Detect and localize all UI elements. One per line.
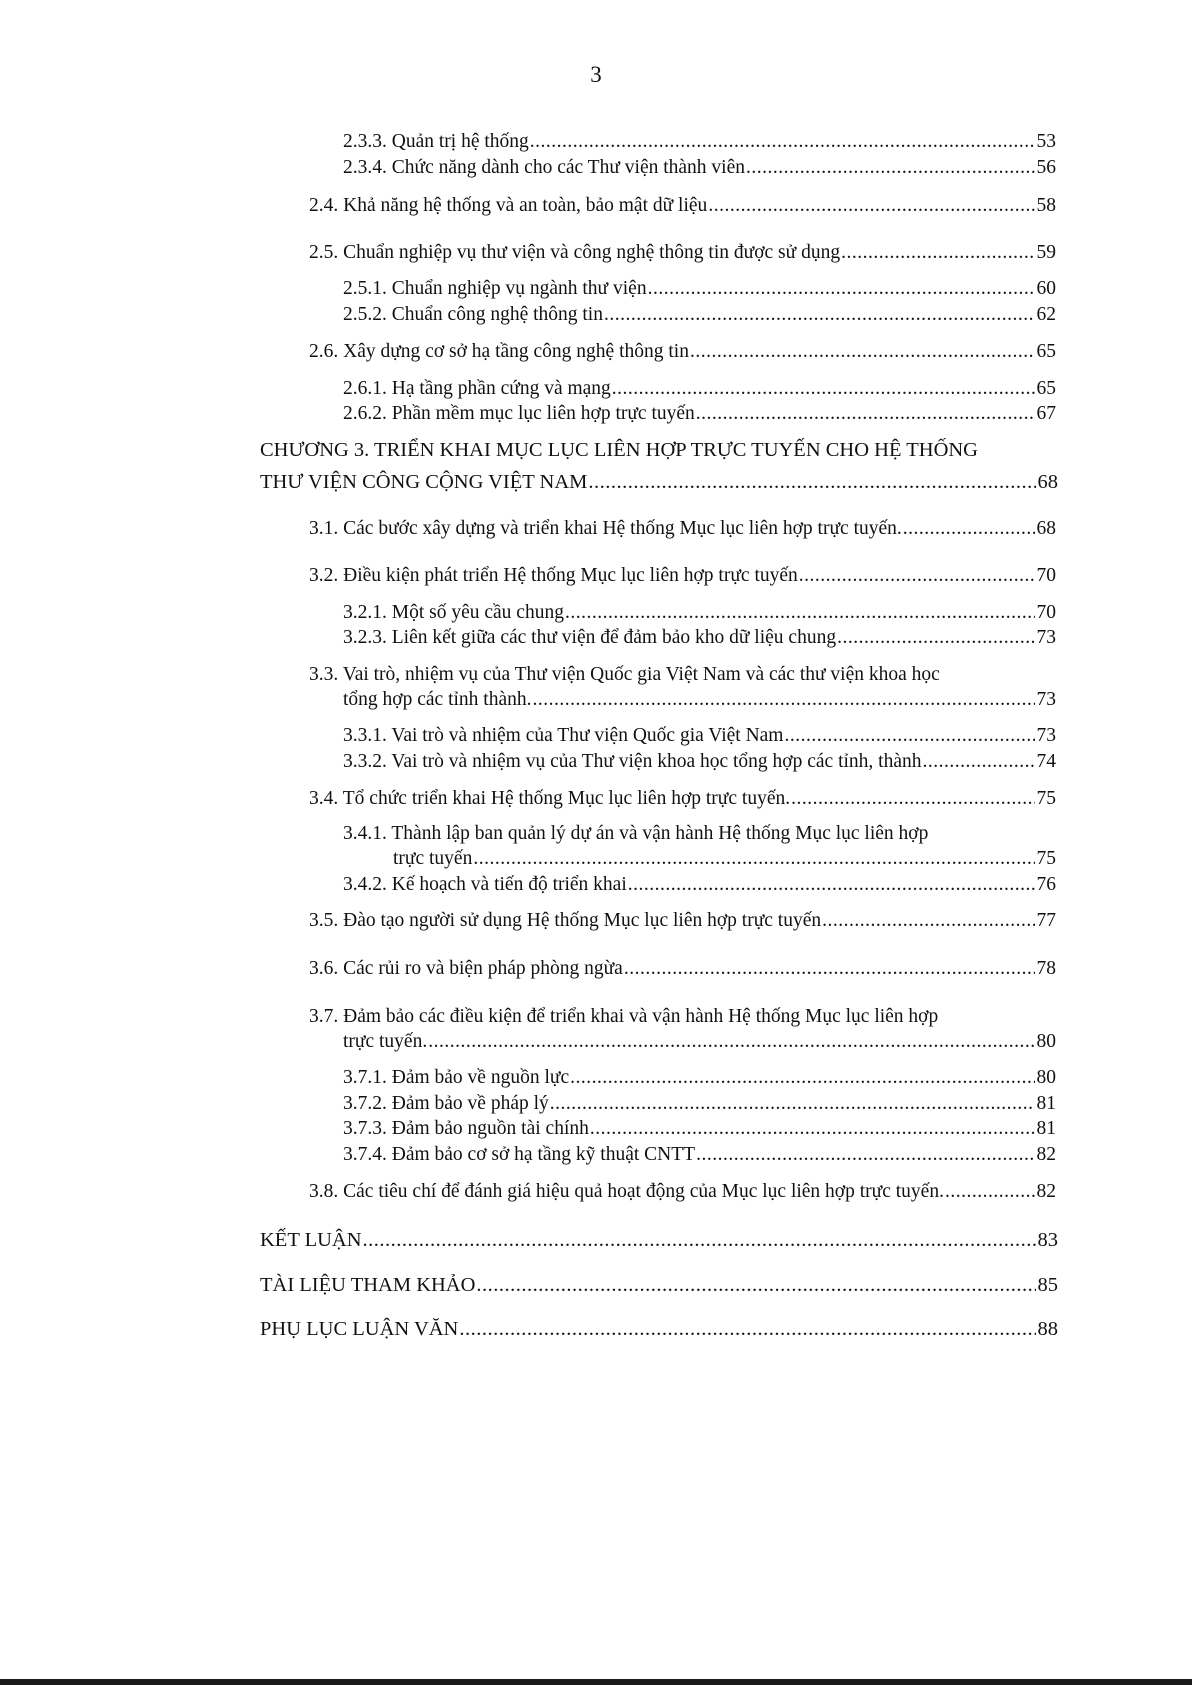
- toc-entry-label: PHỤ LỤC LUẬN VĂN: [260, 1318, 459, 1340]
- dot-leader: [604, 303, 1035, 327]
- toc-entry-label: 3.7.4. Đảm bảo cơ sở hạ tầng kỹ thuật CNTT: [343, 1144, 696, 1165]
- toc-entry: [343, 1030, 1056, 1054]
- page-number: 3: [590, 62, 602, 87]
- toc-entry: [343, 1117, 1056, 1141]
- dot-leader: [473, 847, 1034, 871]
- toc-entry-page: 65: [1036, 378, 1056, 399]
- dot-leader: [590, 1117, 1035, 1141]
- toc-entry-page: 70: [1036, 602, 1056, 623]
- toc-entry-label: 3.8. Các tiêu chí để đánh giá hiệu quả hoạt động của Mục lục liên hợp trực tuyến.: [309, 1181, 944, 1202]
- toc-entry: [343, 130, 1056, 154]
- toc-entry: [309, 957, 1056, 981]
- toc-entry-page: 82: [1036, 1144, 1056, 1165]
- dot-leader: [746, 156, 1034, 180]
- toc-entry-page: 81: [1036, 1093, 1056, 1114]
- toc-entry-page: 77: [1036, 910, 1056, 931]
- dot-leader: [784, 724, 1034, 748]
- toc-entry-label: 3.4.2. Kế hoạch và tiến độ triển khai: [343, 874, 627, 895]
- toc-entry-page: 59: [1036, 242, 1056, 263]
- dot-leader: [837, 626, 1034, 650]
- toc-entry-label: 3.7.3. Đảm bảo nguồn tài chính: [343, 1118, 589, 1139]
- dot-leader: [476, 1273, 1035, 1297]
- dot-leader: [588, 470, 1035, 494]
- toc-entry-page: 81: [1036, 1118, 1056, 1139]
- dot-leader: [696, 1143, 1034, 1167]
- toc-entry: [343, 402, 1056, 426]
- toc-entry-page: 74: [1036, 751, 1056, 772]
- toc-entry-page: 68: [1036, 518, 1056, 539]
- toc-entry: [260, 1317, 1058, 1341]
- toc-entry: [343, 1092, 1056, 1116]
- toc-entry: [343, 277, 1056, 301]
- dot-leader: [799, 564, 1035, 588]
- dot-leader: [612, 377, 1035, 401]
- toc-entry: [343, 873, 1056, 897]
- toc-entry-page: 80: [1036, 1067, 1056, 1088]
- toc-entry-page: 78: [1036, 958, 1056, 979]
- toc-entry: [309, 241, 1056, 265]
- dot-leader: [459, 1317, 1035, 1341]
- toc-entry-page: 73: [1036, 627, 1056, 648]
- toc-entry-label: 3.1. Các bước xây dựng và triển khai Hệ thống Mục lục liên hợp trực tuyến.: [309, 518, 902, 539]
- toc-entry-page: 88: [1037, 1318, 1058, 1340]
- toc-entry: [260, 470, 1058, 494]
- toc-entry-page: 53: [1036, 131, 1056, 152]
- toc-entry-page: 56: [1036, 157, 1056, 178]
- toc-entry-label: 2.5.2. Chuẩn công nghệ thông tin: [343, 304, 603, 325]
- toc-entry: [309, 787, 1056, 811]
- dot-leader: [530, 130, 1035, 154]
- toc-entry-label: THƯ VIỆN CÔNG CỘNG VIỆT NAM: [260, 471, 588, 493]
- toc-entry-label: 2.6. Xây dựng cơ sở hạ tầng công nghệ thông tin: [309, 341, 689, 362]
- toc-entry-page: 75: [1036, 788, 1056, 809]
- toc-entry-label: KẾT LUẬN: [260, 1229, 362, 1251]
- toc-entry-label: 2.3.3. Quản trị hệ thống: [343, 131, 529, 152]
- dot-leader: [945, 1180, 1035, 1204]
- toc-entry: [343, 688, 1056, 712]
- toc-entry-page: 82: [1036, 1181, 1056, 1202]
- dot-leader: [550, 1092, 1035, 1116]
- toc-entry-page: 60: [1036, 278, 1056, 299]
- dot-leader: [628, 873, 1035, 897]
- toc-entry: [343, 156, 1056, 180]
- dot-leader: [428, 1030, 1034, 1054]
- toc-entry-label: 3.2.3. Liên kết giữa các thư viện để đảm bảo kho dữ liệu chung: [343, 627, 837, 648]
- toc-entry-page: 73: [1036, 725, 1056, 746]
- toc-entry-page: 62: [1036, 304, 1056, 325]
- dot-leader: [696, 402, 1035, 426]
- toc-entry-line1: 3.7. Đảm bảo các điều kiện để triển khai và vận hành Hệ thống Mục lục liên hợp: [309, 1006, 939, 1027]
- toc-entry: [343, 377, 1056, 401]
- toc-entry-page: 76: [1036, 874, 1056, 895]
- toc-entry-page: 85: [1037, 1274, 1058, 1296]
- toc-entry-label: 2.4. Khả năng hệ thống và an toàn, bảo mật dữ liệu: [309, 195, 708, 216]
- toc-entry: [343, 1066, 1056, 1090]
- toc-entry: [309, 909, 1056, 933]
- toc-entry-label: 3.6. Các rủi ro và biện pháp phòng ngừa: [309, 958, 623, 979]
- toc-entry-label: 2.5.1. Chuẩn nghiệp vụ ngành thư viện: [343, 278, 647, 299]
- toc-entry-label: 3.3.2. Vai trò và nhiệm vụ của Thư viện khoa học tổng hợp các tỉnh, thành: [343, 751, 922, 772]
- toc-entry-label: 3.2. Điều kiện phát triển Hệ thống Mục lục liên hợp trực tuyến: [309, 565, 798, 586]
- toc-entry-label: 3.7.1. Đảm bảo về nguồn lực: [343, 1067, 570, 1088]
- dot-leader: [923, 750, 1035, 774]
- toc-entry-label: 2.6.1. Hạ tầng phần cứng và mạng: [343, 378, 611, 399]
- toc-entry-page: 67: [1036, 403, 1056, 424]
- toc-entry: [343, 601, 1056, 625]
- dot-leader: [648, 277, 1035, 301]
- dot-leader: [690, 340, 1035, 364]
- toc-entry: [260, 1273, 1058, 1297]
- toc-entry: [309, 564, 1056, 588]
- toc-entry-page: 68: [1037, 471, 1058, 493]
- toc-entry: [309, 517, 1056, 541]
- toc-entry: [309, 340, 1056, 364]
- toc-entry-label: trực tuyến: [393, 848, 473, 869]
- toc-entry-label: 3.4. Tổ chức triển khai Hệ thống Mục lục liên hợp trực tuyến.: [309, 788, 791, 809]
- toc-entry: [343, 303, 1056, 327]
- dot-leader: [565, 601, 1035, 625]
- toc-entry-label: 3.5. Đào tạo người sử dụng Hệ thống Mục lục liên hợp trực tuyến: [309, 910, 822, 931]
- toc-entry-page: 65: [1036, 341, 1056, 362]
- toc-entry-page: 58: [1036, 195, 1056, 216]
- toc-entry-label: 3.3.1. Vai trò và nhiệm của Thư viện Quốc gia Việt Nam: [343, 725, 784, 746]
- toc-entry: [309, 1180, 1056, 1204]
- toc-entry: [343, 1143, 1056, 1167]
- toc-entry-label: trực tuyến.: [343, 1031, 428, 1052]
- bottom-edge-bar: [0, 1679, 1192, 1685]
- dot-leader: [532, 688, 1034, 712]
- toc-entry: [260, 1228, 1058, 1252]
- dot-leader: [822, 909, 1034, 933]
- dot-leader: [903, 517, 1035, 541]
- toc-entry-line1: 3.4.1. Thành lập ban quản lý dự án và vận hành Hệ thống Mục lục liên hợp: [343, 823, 929, 844]
- toc-entry-label: tổng hợp các tỉnh thành.: [343, 689, 532, 710]
- toc-entry: [309, 194, 1056, 218]
- toc-entry-line1: 3.3. Vai trò, nhiệm vụ của Thư viện Quốc gia Việt Nam và các thư viện khoa học: [309, 664, 940, 685]
- toc-entry-label: 3.2.1. Một số yêu cầu chung: [343, 602, 564, 623]
- toc-entry-page: 83: [1037, 1229, 1058, 1251]
- dot-leader: [363, 1228, 1036, 1252]
- toc-entry: [343, 626, 1056, 650]
- toc-entry-page: 70: [1036, 565, 1056, 586]
- toc-entry-page: 80: [1036, 1031, 1056, 1052]
- toc-entry: [343, 724, 1056, 748]
- toc-entry-label: 3.7.2. Đảm bảo về pháp lý: [343, 1093, 549, 1114]
- toc-entry-page: 75: [1036, 848, 1056, 869]
- dot-leader: [708, 194, 1034, 218]
- dot-leader: [841, 241, 1034, 265]
- dot-leader: [791, 787, 1034, 811]
- toc-entry-page: 73: [1036, 689, 1056, 710]
- chapter-heading-line1: CHƯƠNG 3. TRIỂN KHAI MỤC LỤC LIÊN HỢP TRỰC TUYẾN CHO HỆ THỐNG: [260, 439, 978, 461]
- toc-entry: [393, 847, 1056, 871]
- dot-leader: [570, 1066, 1034, 1090]
- toc-entry-label: 2.5. Chuẩn nghiệp vụ thư viện và công nghệ thông tin được sử dụng: [309, 242, 841, 263]
- toc-entry-label: 2.6.2. Phần mềm mục lục liên hợp trực tuyến: [343, 403, 695, 424]
- toc-entry: [343, 750, 1056, 774]
- toc-entry-label: TÀI LIỆU THAM KHẢO: [260, 1274, 476, 1296]
- toc-entry-label: 2.3.4. Chức năng dành cho các Thư viện thành viên: [343, 157, 746, 178]
- dot-leader: [624, 957, 1035, 981]
